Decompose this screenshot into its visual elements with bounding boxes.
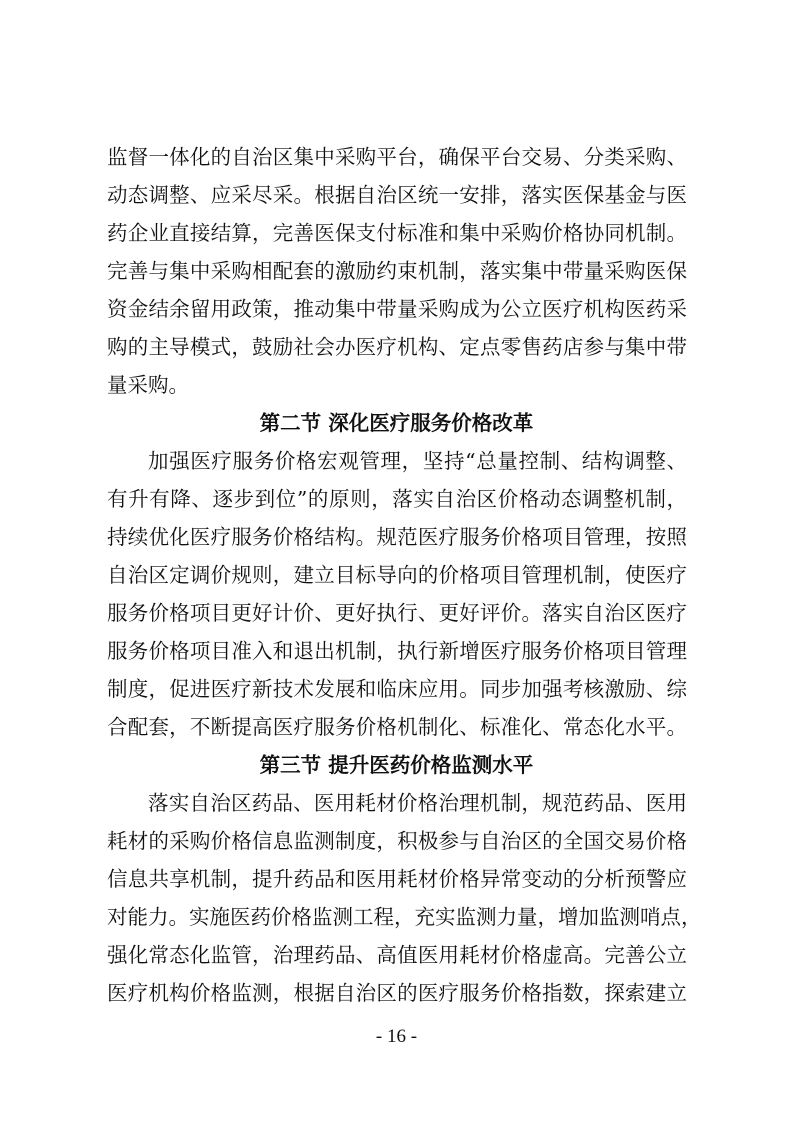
paragraph-line: 完善与集中采购相配套的激励约束机制，落实集中带量采购医保 <box>107 259 687 283</box>
paragraph-line: 量采购。 <box>107 373 189 397</box>
paragraph-line: 资金结余留用政策，推动集中带量采购成为公立医疗机构医药采 <box>107 297 687 321</box>
paragraph-line: 购的主导模式，鼓励社会办医疗机构、定点零售药店参与集中带 <box>107 335 687 359</box>
page-number: - 16 - <box>375 1026 418 1047</box>
paragraph-line: 合配套，不断提高医疗服务价格机制化、标准化、常态化水平。 <box>107 715 687 739</box>
paragraph-line: 药企业直接结算，完善医保支付标准和集中采购价格协同机制。 <box>107 221 687 245</box>
paragraph-line: 自治区定调价规则，建立目标导向的价格项目管理机制，使医疗 <box>107 563 687 587</box>
section-heading: 第三节 提升医药价格监测水平 <box>259 753 534 777</box>
paragraph-line: 信息共享机制，提升药品和医用耗材价格异常变动的分析预警应 <box>107 867 687 891</box>
paragraph-line: 持续优化医疗服务价格结构。规范医疗服务价格项目管理，按照 <box>107 525 687 549</box>
paragraph-line: 制度，促进医疗新技术发展和临床应用。同步加强考核激励、综 <box>107 677 687 701</box>
paragraph-line: 服务价格项目准入和退出机制，执行新增医疗服务价格项目管理 <box>107 639 687 663</box>
paragraph-line: 监督一体化的自治区集中采购平台，确保平台交易、分类采购、 <box>107 145 687 169</box>
paragraph-line: 落实自治区药品、医用耗材价格治理机制，规范药品、医用 <box>148 791 687 815</box>
paragraph-line: 加强医疗服务价格宏观管理，坚持“总量控制、结构调整、 <box>148 449 687 473</box>
section-heading: 第二节 深化医疗服务价格改革 <box>259 411 534 435</box>
paragraph-line: 服务价格项目更好计价、更好执行、更好评价。落实自治区医疗 <box>107 601 687 625</box>
paragraph-line: 对能力。实施医药价格监测工程，充实监测力量，增加监测哨点， <box>107 905 702 929</box>
paragraph-line: 强化常态化监管，治理药品、高值医用耗材价格虚高。完善公立 <box>107 943 687 967</box>
paragraph-line: 有升有降、逐步到位”的原则，落实自治区价格动态调整机制， <box>107 487 687 511</box>
paragraph-line: 动态调整、应采尽采。根据自治区统一安排，落实医保基金与医 <box>107 183 687 207</box>
paragraph-line: 医疗机构价格监测，根据自治区的医疗服务价格指数，探索建立 <box>107 981 687 1005</box>
paragraph-line: 耗材的采购价格信息监测制度，积极参与自治区的全国交易价格 <box>107 829 687 853</box>
